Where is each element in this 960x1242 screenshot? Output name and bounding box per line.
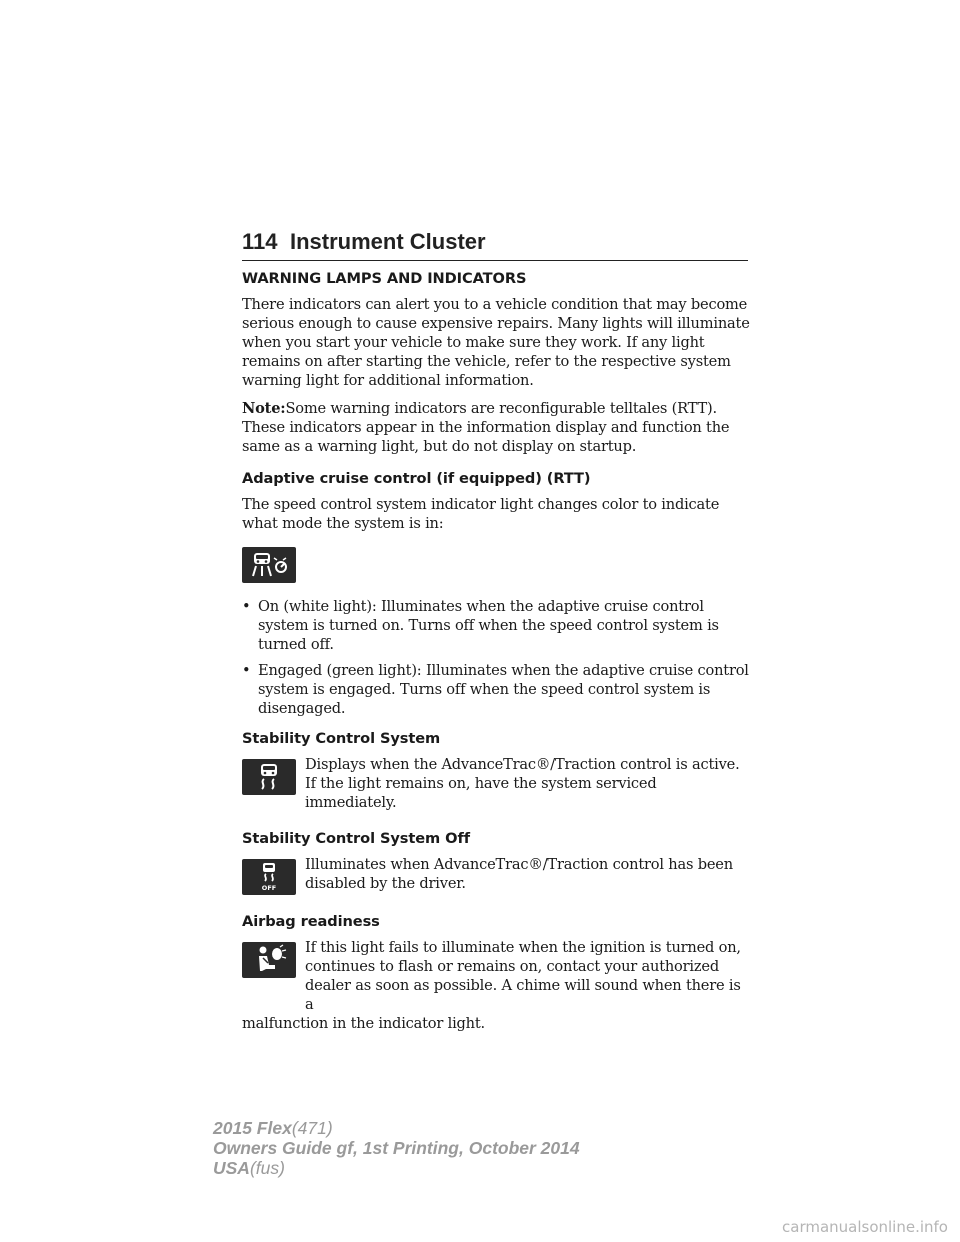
note-label: Note:: [242, 400, 286, 417]
stability-control-paragraph: Displays when the AdvanceTrac®/Traction control is active. If the light remains on, have the system serviced immediately.: [305, 756, 740, 811]
airbag-readiness-paragraph-cont: malfunction in the indicator light.: [242, 1015, 485, 1032]
footer-market: USA: [213, 1158, 250, 1178]
bullet-icon: •: [242, 598, 251, 615]
adaptive-cruise-icon: [242, 547, 296, 583]
footer-line-2: Owners Guide gf, 1st Printing, October 2014: [213, 1138, 580, 1158]
airbag-readiness-icon: [242, 942, 296, 978]
bullet-icon: •: [242, 662, 251, 679]
page-footer: [213, 1118, 580, 1178]
bullet-text: Engaged (green light): Illuminates when the adaptive cruise control system is engaged. Turns off when the speed control system is disengaged.: [258, 662, 749, 717]
off-label: OFF: [261, 884, 277, 892]
section-title-adaptive-cruise: Adaptive cruise control (if equipped) (RTT): [242, 470, 591, 487]
note-paragraph: [242, 399, 752, 456]
section-title-airbag-readiness: Airbag readiness: [242, 913, 380, 930]
stability-control-off-paragraph: Illuminates when AdvanceTrac®/Traction control has been disabled by the driver.: [305, 856, 733, 892]
bullet-text: On (white light): Illuminates when the adaptive cruise control system is turned on. Turns off when the speed control system is turned off.: [258, 598, 719, 653]
page-title: Instrument Cluster: [290, 229, 486, 254]
stability-control-off-row: [242, 855, 752, 895]
stability-control-row: [242, 755, 752, 812]
adaptive-cruise-paragraph: The speed control system indicator light changes color to indicate what mode the system is in:: [242, 496, 720, 532]
footer-market-code: (fus): [249, 1158, 285, 1178]
airbag-readiness-row: [242, 938, 752, 1014]
airbag-readiness-paragraph: If this light fails to illuminate when the ignition is turned on, continues to flash or remains on, contact your authorized dealer as soon as possible. A chime will sound when there is a: [305, 939, 741, 1013]
section-title-warning-lamps: WARNING LAMPS AND INDICATORS: [242, 270, 527, 287]
section-title-stability-control: Stability Control System: [242, 730, 441, 747]
note-text: Some warning indicators are reconfigurable telltales (RTT). These indicators appear in the information display and function the same as a warning light, but do not display on startup.: [242, 400, 730, 455]
footer-code: (471): [291, 1118, 333, 1138]
footer-line-1: [213, 1118, 580, 1138]
section-title-stability-control-off: Stability Control System Off: [242, 830, 470, 847]
list-item: [242, 597, 752, 654]
list-item: [242, 661, 752, 718]
footer-line-3: [213, 1158, 580, 1178]
footer-model: 2015 Flex: [213, 1118, 292, 1138]
page-number: 114: [242, 229, 278, 254]
stability-control-icon: [242, 759, 296, 795]
watermark: carmanualsonline.info: [782, 1218, 948, 1236]
stability-control-off-icon: [242, 859, 296, 895]
page-header: [242, 226, 748, 261]
warning-intro-paragraph: There indicators can alert you to a vehicle condition that may become serious enough to cause expensive repairs. Many lights will illuminate when you start your vehicle to make sure they work. If any light remains on after starting the vehicle, refer to the respective system warning light for additional information.: [242, 296, 750, 389]
page-content: [242, 270, 752, 1042]
